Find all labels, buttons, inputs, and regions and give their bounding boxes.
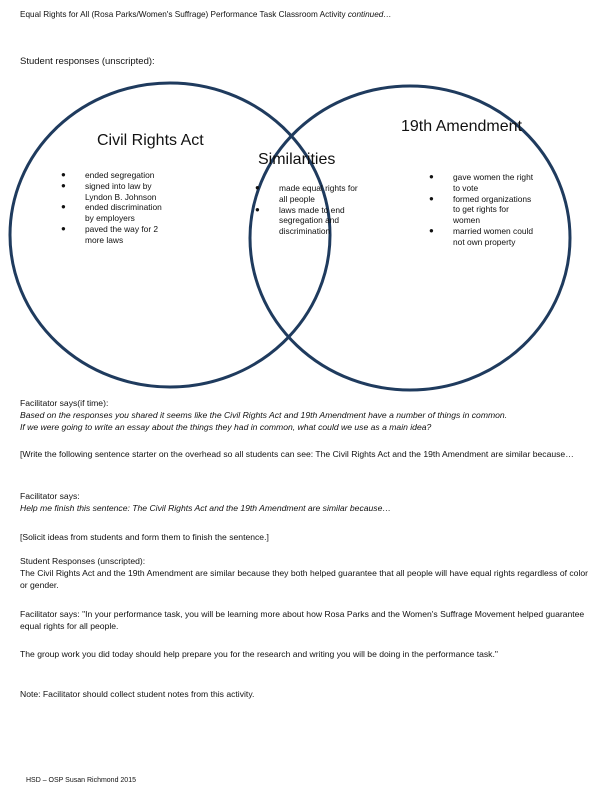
19th-amendment-list (429, 172, 534, 248)
paragraph-label: Facilitator says: (20, 491, 80, 501)
list-item-text: ended discrimination (85, 202, 162, 213)
list-item (61, 180, 162, 203)
student-responses (20, 555, 595, 591)
bullet-icon: ● (61, 180, 66, 190)
list-item-text: to get rights for (453, 204, 509, 215)
overhead-instruction: [Write the following sentence starter on the overhead so all students can see: The Civil Rights Act and the 19th Amendment are similar because… (20, 449, 574, 459)
facilitator-quote: Facilitator says: "In your performance task, you will be learning more about how Rosa Parks and the Women's Suffrage Movement helped guarantee equal rights for all people. (20, 609, 585, 631)
list-item-text: to vote (453, 182, 479, 193)
bullet-icon: ● (255, 204, 260, 214)
bullet-icon: ● (61, 170, 66, 179)
list-item-text: by employers (85, 213, 135, 224)
list-item (429, 172, 534, 194)
bullet-icon: ● (61, 223, 66, 233)
group-work-note: The group work you did today should help prepare you for the research and writing you will be doing in the performance task." (20, 649, 498, 659)
list-item-text: women (453, 215, 480, 226)
list-item-text: more laws (85, 234, 124, 245)
paragraph-text: The Civil Rights Act and the 19th Amendment are similar because they both helped guarantee that all people will have equal rights regardless of color or gender. (20, 568, 588, 590)
facilitator-says-if-time (20, 397, 595, 433)
civil-rights-act-title: Civil Rights Act (97, 132, 204, 149)
facilitator-says (20, 490, 595, 514)
list-item-text: laws made to end (279, 204, 345, 215)
list-item-text: Lyndon B. Johnson (85, 191, 157, 202)
list-item-text: formed organizations (453, 193, 532, 204)
similarities-title: Similarities (258, 151, 336, 168)
civil-rights-act-list (61, 170, 162, 246)
list-item (429, 225, 534, 248)
list-item-text: segregation and (279, 215, 340, 226)
bullet-icon: ● (429, 172, 434, 181)
list-item-text: paved the way for 2 (85, 223, 159, 234)
bullet-icon: ● (61, 202, 66, 212)
list-item (61, 202, 162, 224)
paragraph-line: If we were going to write an essay about the things they had in common, what could we use as a main idea? (20, 422, 432, 432)
page-footer: HSD – OSP Susan Richmond 2015 (26, 777, 136, 784)
bullet-icon: ● (255, 183, 260, 192)
list-item (61, 223, 162, 246)
student-responses-label: Student responses (unscripted): (20, 56, 155, 67)
paragraph-line: Help me finish this sentence: The Civil Rights Act and the 19th Amendment are similar because… (20, 503, 391, 513)
paragraph-line: Based on the responses you shared it seems like the Civil Rights Act and 19th Amendment have a number of things in common. (20, 410, 508, 420)
list-item-text: not own property (453, 236, 516, 247)
list-item (61, 170, 162, 181)
bullet-icon: ● (429, 193, 434, 203)
facilitator-note: Note: Facilitator should collect student notes from this activity. (20, 689, 255, 699)
paragraph-label: Student Responses (unscripted): (20, 556, 146, 566)
list-item-text: all people (279, 193, 315, 204)
list-item (429, 193, 533, 226)
list-item-text: ended segregation (85, 170, 155, 180)
list-item (255, 183, 358, 205)
list-item (255, 204, 358, 237)
list-item-text: gave women the right (453, 172, 534, 182)
bullet-icon: ● (429, 225, 434, 235)
19th-amendment-title: 19th Amendment (401, 118, 522, 135)
solicit-ideas: [Solicit ideas from students and form them to finish the sentence.] (20, 532, 269, 542)
header-title: Equal Rights for All (Rosa Parks/Women's Suffrage) Performance Task Classroom Activity (20, 10, 346, 19)
header-continued: continued… (347, 10, 392, 19)
paragraph-label: Facilitator says(if time): (20, 398, 109, 408)
list-item-text: made equal rights for (279, 183, 358, 193)
list-item-text: discrimination (279, 226, 331, 237)
similarities-list (255, 183, 358, 237)
list-item-text: signed into law by (85, 180, 152, 191)
list-item-text: married women could (453, 225, 534, 236)
